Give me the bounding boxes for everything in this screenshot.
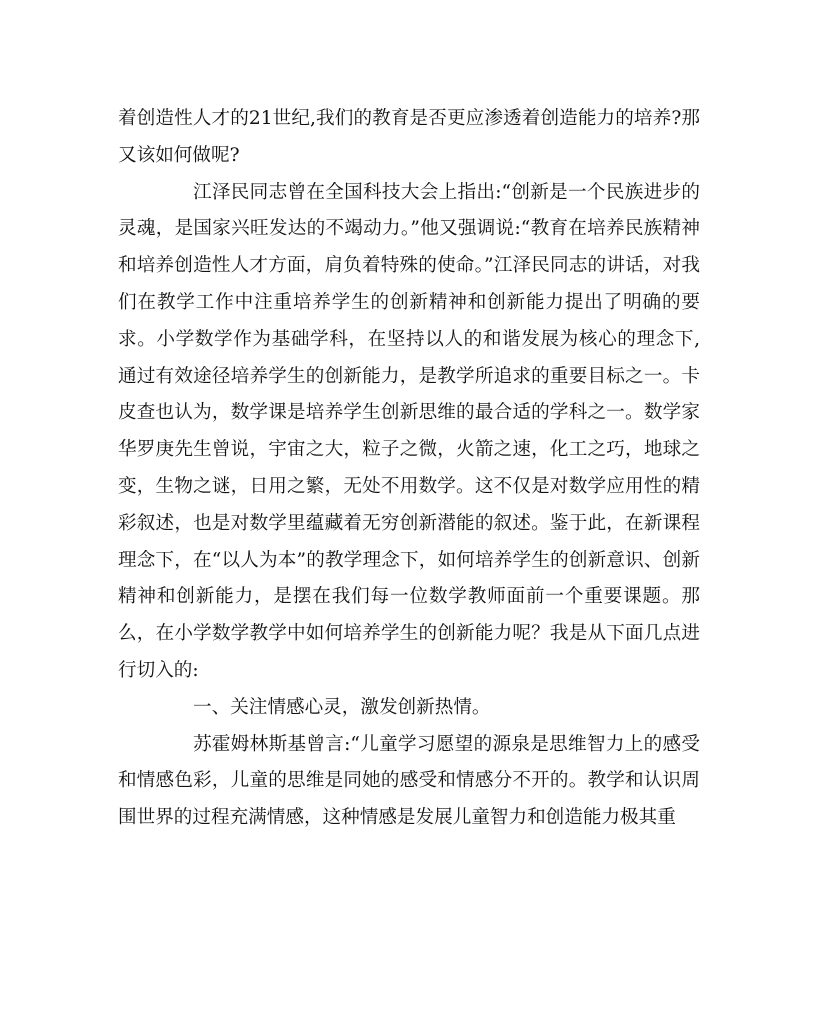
document-body <box>118 101 700 837</box>
section-heading-emotion: 一、关注情感心灵，激发创新热情。 <box>193 696 491 718</box>
paragraph-innovation-speech: 江泽民同志曾在全国科技大会上指出:“创新是一个民族进步的灵魂，是国家兴旺发达的不竭动力。”他又强调说:“教育在培养民族精神和培养创造性人才方面，肩负着特殊的使命。”江泽民同志的讲话，对我们在教学工作中注重培养学生的创新精神和创新能力提出了明确的要求。小学数学作为基础学科，在坚持以人的和谐发展为核心的理念下,通过有效途径培养学生的创新能力，是教学所追求的重要目标之一。卡皮查也认为，数学课是培养学生创新思维的最合适的学科之一。数学家华罗庚先生曾说，宇宙之大，粒子之微，火箭之速，化工之巧，地球之变，生物之谜，日用之繁，无处不用数学。这不仅是对数学应用性的精彩叙述，也是对数学里蕴藏着无穷创新潜能的叙述。鉴于此，在新课程理念下，在“以人为本”的教学理念下，如何培养学生的创新意识、创新精神和创新能力，是摆在我们每一位数学教师面前一个重要课题。那么，在小学数学教学中如何培养学生的创新能力呢？我是从下面几点进行切入的: <box>118 181 700 681</box>
paragraph-continuation: 着创造性人才的21世纪,我们的教育是否更应渗透着创造能力的培养?那又该如何做呢? <box>118 108 700 166</box>
paragraph-sukhomlinsky-quote: 苏霍姆林斯基曾言:“儿童学习愿望的源泉是思维智力上的感受和情感色彩，儿童的思维是同她的感受和情感分不开的。教学和认识周围世界的过程充满情感，这种情感是发展儿童智力和创造能力极其重 <box>118 733 700 829</box>
